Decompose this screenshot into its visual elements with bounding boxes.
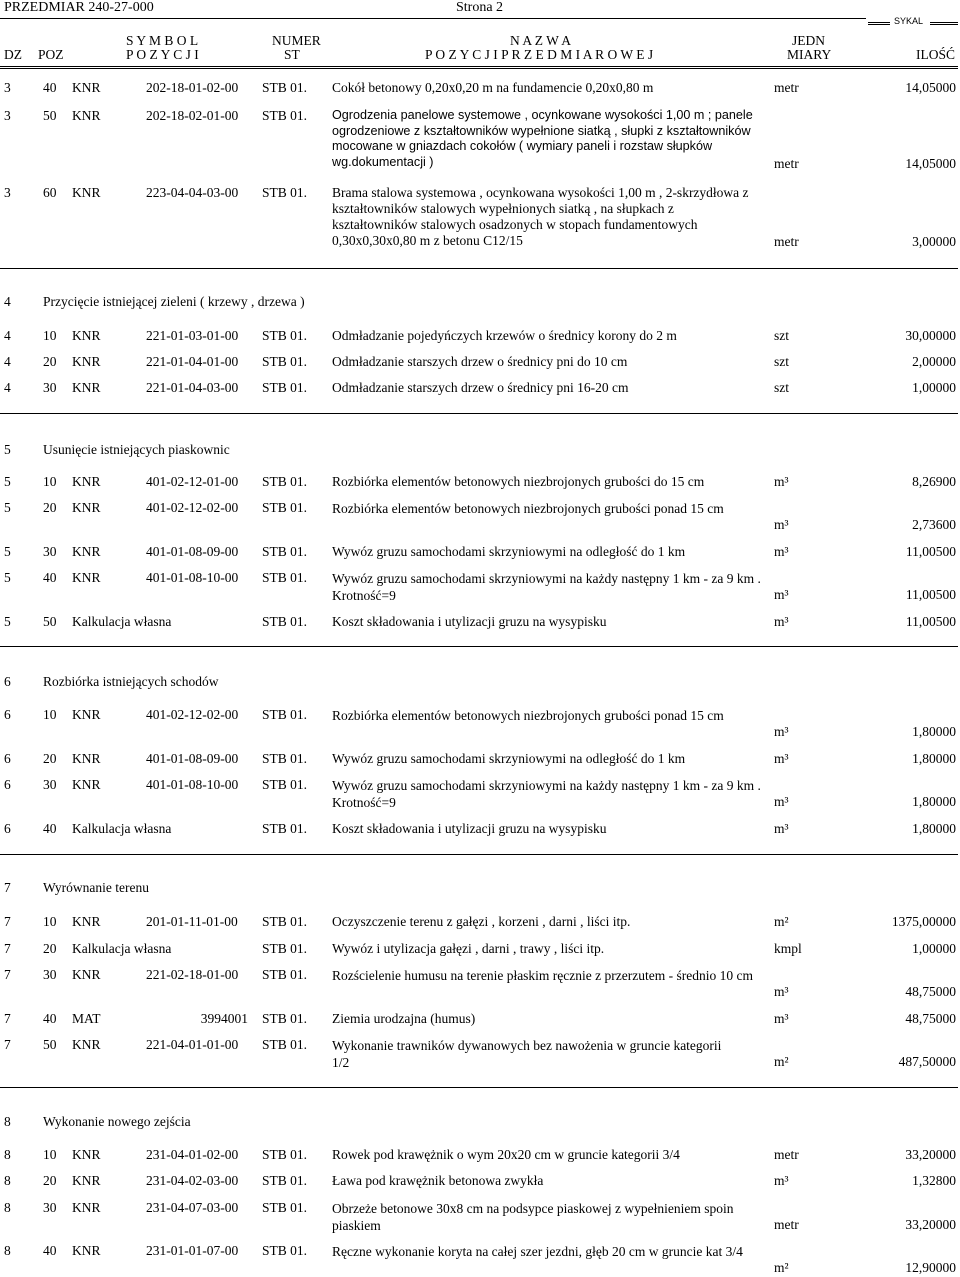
dz-cell: 7 — [4, 941, 11, 956]
quantity-cell: 1,00000 — [912, 380, 956, 395]
stb-cell: STB 01. — [262, 80, 308, 95]
type-cell: KNR — [72, 1173, 101, 1188]
col-poz: POZ — [38, 47, 64, 62]
poz-cell: 50 — [43, 614, 57, 629]
poz-cell: 30 — [43, 777, 57, 792]
dz-cell: 5 — [4, 544, 11, 559]
col-symbol-bottom: P O Z Y C J I — [126, 47, 199, 62]
dz-cell: 8 — [4, 1243, 11, 1258]
sykal-mark — [868, 16, 958, 28]
unit-cell: kmpl — [774, 941, 802, 956]
quantity-cell: 1,80000 — [912, 724, 956, 739]
code-cell: 231-01-01-07-00 — [146, 1243, 239, 1258]
dz-cell: 5 — [4, 614, 11, 629]
unit-cell: m³ — [774, 474, 789, 489]
code-cell: 401-02-12-01-00 — [146, 474, 239, 489]
code-cell: 401-01-08-09-00 — [146, 544, 239, 559]
header-rule-2 — [0, 68, 958, 69]
unit-cell: m² — [774, 914, 789, 929]
unit-cell: m³ — [774, 614, 789, 629]
unit-cell: m³ — [774, 724, 789, 739]
section-divider — [0, 646, 958, 647]
stb-cell: STB 01. — [262, 751, 308, 766]
poz-cell: 30 — [43, 1200, 57, 1215]
section-title: Przycięcie istniejącej zieleni ( krzewy , drzewa ) — [43, 294, 305, 309]
code-cell: 223-04-04-03-00 — [146, 185, 239, 200]
section-title: Wykonanie nowego zejścia — [43, 1114, 191, 1129]
type-cell: KNR — [72, 474, 101, 489]
stb-cell: STB 01. — [262, 1011, 308, 1026]
section-title: Rozbiórka istniejących schodów — [43, 674, 219, 689]
quantity-cell: 1,80000 — [912, 821, 956, 836]
poz-cell: 20 — [43, 751, 57, 766]
poz-cell: 40 — [43, 1011, 57, 1026]
type-cell: KNR — [72, 914, 101, 929]
page-number: Strona 2 — [456, 0, 504, 15]
quantity-cell: 48,75000 — [905, 1011, 956, 1026]
code-cell: 401-01-08-10-00 — [146, 570, 239, 585]
code-cell: 401-01-08-10-00 — [146, 777, 239, 792]
dz-cell: 7 — [4, 880, 11, 895]
unit-cell: m² — [774, 1054, 789, 1069]
poz-cell: 40 — [43, 821, 57, 836]
description-cell: Ziemia urodzajna (humus) — [332, 1011, 476, 1026]
dz-cell: 5 — [4, 442, 11, 457]
col-ilosc: ILOŚĆ — [916, 47, 956, 62]
type-cell: KNR — [72, 1243, 101, 1258]
stb-cell: STB 01. — [262, 914, 308, 929]
description-cell: Odmładzanie starszych drzew o średnicy pni do 10 cm — [332, 354, 628, 369]
type-cell: KNR — [72, 570, 101, 585]
section-divider — [0, 268, 958, 269]
poz-cell: 60 — [43, 185, 57, 200]
type-cell: KNR — [72, 967, 101, 982]
type-cell: KNR — [72, 80, 101, 95]
dz-cell: 3 — [4, 108, 11, 123]
code-cell: 221-02-18-01-00 — [146, 967, 239, 982]
description-cell: Wywóz gruzu samochodami skrzyniowymi na odległość do 1 km — [332, 751, 686, 766]
header-rule-top — [0, 18, 866, 19]
col-jedn-top: JEDN — [792, 33, 825, 48]
type-cell: KNR — [72, 707, 101, 722]
stb-cell: STB 01. — [262, 1037, 308, 1052]
unit-cell: m³ — [774, 1173, 789, 1188]
stb-cell: STB 01. — [262, 328, 308, 343]
dz-cell: 8 — [4, 1173, 11, 1188]
description-cell: Rozbiórka elementów betonowych niezbrojonych grubości ponad 15 cm — [332, 501, 724, 516]
stb-cell: STB 01. — [262, 380, 308, 395]
poz-cell: 10 — [43, 1147, 57, 1162]
dz-cell: 6 — [4, 821, 11, 836]
stb-cell: STB 01. — [262, 821, 308, 836]
section-divider — [0, 413, 958, 414]
unit-cell: metr — [774, 234, 799, 249]
code-cell: 202-18-01-02-00 — [146, 80, 239, 95]
code-cell: 201-01-11-01-00 — [146, 914, 238, 929]
quantity-cell: 33,20000 — [905, 1147, 956, 1162]
unit-cell: m³ — [774, 517, 789, 532]
description-cell: Rowek pod krawężnik o wym 20x20 cm w gruncie kategorii 3/4 — [332, 1147, 680, 1162]
code-cell: 3994001 — [200, 1011, 248, 1026]
unit-cell: m³ — [774, 821, 789, 836]
stb-cell: STB 01. — [262, 777, 308, 792]
col-numer-top: NUMER — [272, 33, 321, 48]
description-cell: Wywóz i utylizacja gałęzi , darni , trawy , liści itp. — [332, 941, 605, 956]
dz-cell: 6 — [4, 751, 11, 766]
type-cell: KNR — [72, 544, 101, 559]
quantity-cell: 2,00000 — [912, 354, 956, 369]
description-cell: Wywóz gruzu samochodami skrzyniowymi na odległość do 1 km — [332, 544, 686, 559]
unit-cell: metr — [774, 80, 799, 95]
code-cell: 401-02-12-02-00 — [146, 707, 239, 722]
description-cell: Odmładzanie pojedyńczych krzewów o średnicy korony do 2 m — [332, 328, 677, 343]
type-cell: KNR — [72, 500, 101, 515]
dz-cell: 5 — [4, 474, 11, 489]
poz-cell: 40 — [43, 1243, 57, 1258]
poz-cell: 10 — [43, 914, 57, 929]
stb-cell: STB 01. — [262, 108, 308, 123]
dz-cell: 3 — [4, 80, 11, 95]
dz-cell: 7 — [4, 914, 11, 929]
col-dz: DZ — [4, 47, 22, 62]
type-cell: Kalkulacja własna — [72, 614, 172, 629]
poz-cell: 20 — [43, 354, 57, 369]
stb-cell: STB 01. — [262, 500, 308, 515]
dz-cell: 5 — [4, 500, 11, 515]
col-numer-bottom: ST — [284, 47, 300, 62]
stb-cell: STB 01. — [262, 1147, 308, 1162]
section-divider — [0, 854, 958, 855]
description-cell: Wywóz gruzu samochodami skrzyniowymi na każdy następny 1 km - za 9 km . Krotność=9 — [332, 571, 761, 603]
description-cell: Oczyszczenie terenu z gałęzi , korzeni , darni , liści itp. — [332, 914, 631, 929]
stb-cell: STB 01. — [262, 354, 308, 369]
type-cell: KNR — [72, 1147, 101, 1162]
dz-cell: 4 — [4, 354, 11, 369]
description-cell: Brama stalowa systemowa , ocynkowana wysokości 1,00 m , 2-skrzydłowa z kształtowników stalowych wypełnionych siatką , na słupkach z kształtowników stalowych osadzonych w stopach fundamentowych 0,30x0,30x0,80 m z betonu C12/15 — [332, 185, 749, 248]
stb-cell: STB 01. — [262, 570, 308, 585]
dz-cell: 7 — [4, 1037, 11, 1052]
stb-cell: STB 01. — [262, 474, 308, 489]
description-cell: Koszt składowania i utylizacji gruzu na wysypisku — [332, 614, 607, 629]
quantity-cell: 1375,00000 — [891, 914, 956, 929]
type-cell: Kalkulacja własna — [72, 821, 172, 836]
unit-cell: szt — [774, 328, 789, 343]
poz-cell: 50 — [43, 1037, 57, 1052]
type-cell: KNR — [72, 380, 101, 395]
type-cell: MAT — [72, 1011, 101, 1026]
code-cell: 221-04-01-01-00 — [146, 1037, 239, 1052]
description-cell: Rozbiórka elementów betonowych niezbrojonych grubości do 15 cm — [332, 474, 705, 489]
unit-cell: m³ — [774, 751, 789, 766]
type-cell: Kalkulacja własna — [72, 941, 172, 956]
dz-cell: 7 — [4, 967, 11, 982]
quantity-cell: 8,26900 — [912, 474, 956, 489]
description-cell: Odmładzanie starszych drzew o średnicy pni 16-20 cm — [332, 380, 629, 395]
poz-cell: 10 — [43, 474, 57, 489]
col-jedn-bottom: MIARY — [787, 47, 832, 62]
code-cell: 221-01-04-03-00 — [146, 380, 239, 395]
stb-cell: STB 01. — [262, 707, 308, 722]
code-cell: 231-04-01-02-00 — [146, 1147, 239, 1162]
dz-cell: 7 — [4, 1011, 11, 1026]
type-cell: KNR — [72, 354, 101, 369]
poz-cell: 40 — [43, 80, 57, 95]
document-title: PRZEDMIAR 240-27-000 — [4, 0, 154, 15]
quantity-cell: 2,73600 — [912, 517, 956, 532]
type-cell: KNR — [72, 108, 101, 123]
quantity-cell: 12,90000 — [905, 1260, 956, 1275]
unit-cell: m³ — [774, 587, 789, 602]
dz-cell: 8 — [4, 1200, 11, 1215]
poz-cell: 40 — [43, 570, 57, 585]
unit-cell: szt — [774, 354, 789, 369]
stb-cell: STB 01. — [262, 544, 308, 559]
quantity-cell: 33,20000 — [905, 1217, 956, 1232]
type-cell: KNR — [72, 328, 101, 343]
header-rule-1 — [0, 66, 958, 67]
code-cell: 221-01-03-01-00 — [146, 328, 239, 343]
dz-cell: 6 — [4, 707, 11, 722]
unit-cell: m² — [774, 1260, 789, 1275]
quantity-cell: 11,00500 — [905, 614, 956, 629]
poz-cell: 30 — [43, 380, 57, 395]
unit-cell: m³ — [774, 544, 789, 559]
description-cell: Cokół betonowy 0,20x0,20 m na fundamencie 0,20x0,80 m — [332, 80, 654, 95]
quantity-cell: 487,50000 — [898, 1054, 956, 1069]
quantity-cell: 1,32800 — [912, 1173, 956, 1188]
type-cell: KNR — [72, 751, 101, 766]
type-cell: KNR — [72, 1200, 101, 1215]
dz-cell: 5 — [4, 570, 11, 585]
code-cell: 231-04-02-03-00 — [146, 1173, 239, 1188]
unit-cell: m³ — [774, 1011, 789, 1026]
col-nazwa-top: N A Z W A — [510, 33, 572, 48]
type-cell: KNR — [72, 185, 101, 200]
poz-cell: 10 — [43, 707, 57, 722]
quantity-cell: 30,00000 — [905, 328, 956, 343]
description-cell: Ogrodzenia panelowe systemowe , ocynkowane wysokości 1,00 m ; panele ogrodzeniowe z kształtowników wypełnione siatką , słupki z kształtowników mocowane w gniazdach cokołów ( wymiary paneli i rozstaw słupków wg.dokumentacji ) — [332, 108, 753, 169]
quantity-cell: 11,00500 — [905, 587, 956, 602]
poz-cell: 20 — [43, 941, 57, 956]
dz-cell: 8 — [4, 1114, 11, 1129]
section-title: Usunięcie istniejących piaskownic — [43, 442, 230, 457]
col-symbol-top: S Y M B O L — [126, 33, 199, 48]
code-cell: 401-01-08-09-00 — [146, 751, 239, 766]
description-cell: Obrzeże betonowe 30x8 cm na podsypce piaskowej z wypełnieniem spoin piaskiem — [332, 1201, 734, 1233]
description-cell: Wykonanie trawników dywanowych bez nawożenia w gruncie kategorii 1/2 — [332, 1038, 722, 1070]
sykal: SYKAL — [894, 16, 924, 26]
section-title: Wyrównanie terenu — [43, 880, 150, 895]
code-cell: 401-02-12-02-00 — [146, 500, 239, 515]
stb-cell: STB 01. — [262, 1173, 308, 1188]
quantity-cell: 1,80000 — [912, 751, 956, 766]
unit-cell: metr — [774, 1147, 799, 1162]
quantity-cell: 48,75000 — [905, 984, 956, 999]
dz-cell: 3 — [4, 185, 11, 200]
description-cell: Koszt składowania i utylizacji gruzu na wysypisku — [332, 821, 607, 836]
quantity-cell: 3,00000 — [912, 234, 956, 249]
dz-cell: 6 — [4, 674, 11, 689]
dz-cell: 8 — [4, 1147, 11, 1162]
quantity-cell: 1,00000 — [912, 941, 956, 956]
code-cell: 221-01-04-01-00 — [146, 354, 239, 369]
quantity-cell: 14,05000 — [905, 80, 956, 95]
code-cell: 231-04-07-03-00 — [146, 1200, 239, 1215]
unit-cell: m³ — [774, 794, 789, 809]
code-cell: 202-18-02-01-00 — [146, 108, 239, 123]
unit-cell: metr — [774, 156, 799, 171]
description-cell: Rozbiórka elementów betonowych niezbrojonych grubości ponad 15 cm — [332, 708, 724, 723]
quantity-cell: 14,05000 — [905, 156, 956, 171]
stb-cell: STB 01. — [262, 1200, 308, 1215]
description-cell: Ława pod krawężnik betonowa zwykła — [332, 1173, 544, 1188]
unit-cell: m³ — [774, 984, 789, 999]
poz-cell: 20 — [43, 1173, 57, 1188]
dz-cell: 6 — [4, 777, 11, 792]
col-nazwa-bottom: P O Z Y C J I P R Z E D M I A R O W E J — [425, 47, 654, 62]
poz-cell: 20 — [43, 500, 57, 515]
poz-cell: 30 — [43, 544, 57, 559]
type-cell: KNR — [72, 777, 101, 792]
section-divider — [0, 1087, 958, 1088]
description-cell: Wywóz gruzu samochodami skrzyniowymi na każdy następny 1 km - za 9 km . Krotność=9 — [332, 778, 761, 810]
type-cell: KNR — [72, 1037, 101, 1052]
description-cell: Ręczne wykonanie koryta na całej szer jezdni, głęb 20 cm w gruncie kat 3/4 — [332, 1244, 743, 1259]
quantity-cell: 11,00500 — [905, 544, 956, 559]
poz-cell: 50 — [43, 108, 57, 123]
poz-cell: 30 — [43, 967, 57, 982]
unit-cell: szt — [774, 380, 789, 395]
quantity-cell: 1,80000 — [912, 794, 956, 809]
unit-cell: metr — [774, 1217, 799, 1232]
dz-cell: 4 — [4, 380, 11, 395]
stb-cell: STB 01. — [262, 185, 308, 200]
stb-cell: STB 01. — [262, 967, 308, 982]
stb-cell: STB 01. — [262, 1243, 308, 1258]
dz-cell: 4 — [4, 294, 11, 309]
description-cell: Rozścielenie humusu na terenie płaskim ręcznie z przerzutem - średnio 10 cm — [332, 968, 753, 983]
dz-cell: 4 — [4, 328, 11, 343]
stb-cell: STB 01. — [262, 941, 308, 956]
poz-cell: 10 — [43, 328, 57, 343]
stb-cell: STB 01. — [262, 614, 308, 629]
